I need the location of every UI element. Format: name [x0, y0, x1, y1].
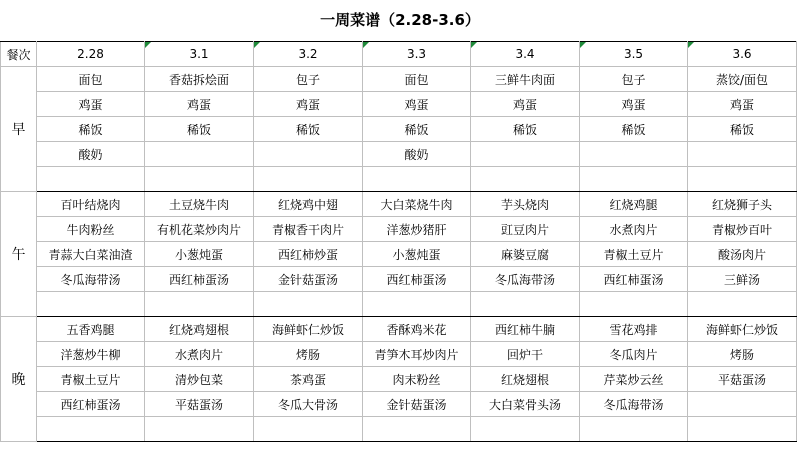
- dish-cell: 冬瓜大骨汤: [254, 392, 363, 417]
- dish-cell: 酸奶: [37, 142, 145, 167]
- dish-cell: 鸡蛋: [254, 92, 363, 117]
- dish-cell: [145, 142, 254, 167]
- dish-cell: 烤肠: [254, 342, 363, 367]
- menu-row: [1, 367, 797, 392]
- dish-cell: 洋葱炒猪肝: [363, 217, 471, 242]
- dish-cell: 青椒土豆片: [580, 242, 688, 267]
- day-header-cell: [471, 42, 580, 67]
- day-header-cell: [254, 42, 363, 67]
- dish-cell: 青椒香干肉片: [254, 217, 363, 242]
- dish-cell: 清炒包菜: [145, 367, 254, 392]
- menu-row: [1, 267, 797, 292]
- menu-row: [1, 417, 797, 442]
- dish-cell: [145, 292, 254, 317]
- day-header-cell: [37, 42, 145, 67]
- dish-cell: 芋头烧肉: [471, 192, 580, 217]
- day-header-label: 3.2: [298, 47, 318, 61]
- dish-cell: [254, 142, 363, 167]
- dish-cell: 鸡蛋: [37, 92, 145, 117]
- dish-cell: [37, 417, 145, 442]
- dish-cell: 包子: [254, 67, 363, 92]
- dish-cell: [145, 417, 254, 442]
- header-row: [1, 42, 797, 67]
- cell-comment-marker-icon: [363, 42, 369, 48]
- meal-label-cell: 午: [1, 192, 37, 317]
- dish-cell: 大白菜骨头汤: [471, 392, 580, 417]
- dish-cell: [363, 167, 471, 192]
- menu-row: [1, 342, 797, 367]
- dish-cell: 鸡蛋: [688, 92, 797, 117]
- dish-cell: [254, 292, 363, 317]
- dish-cell: 百叶结烧肉: [37, 192, 145, 217]
- dish-cell: 红烧狮子头: [688, 192, 797, 217]
- dish-cell: 肉末粉丝: [363, 367, 471, 392]
- dish-cell: 三鲜牛肉面: [471, 67, 580, 92]
- dish-cell: 冬瓜海带汤: [471, 267, 580, 292]
- dish-cell: 五香鸡腿: [37, 317, 145, 342]
- dish-cell: 西红柿蛋汤: [145, 267, 254, 292]
- dish-cell: [688, 392, 797, 417]
- dish-cell: 冬瓜海带汤: [37, 267, 145, 292]
- dish-cell: 海鲜虾仁炒饭: [688, 317, 797, 342]
- dish-cell: 青椒炒百叶: [688, 217, 797, 242]
- dish-cell: 稀饭: [37, 117, 145, 142]
- menu-row: [1, 142, 797, 167]
- dish-cell: 西红柿牛腩: [471, 317, 580, 342]
- day-header-cell: [145, 42, 254, 67]
- dish-cell: 红烧翅根: [471, 367, 580, 392]
- dish-cell: [254, 417, 363, 442]
- dish-cell: [580, 417, 688, 442]
- dish-cell: [254, 167, 363, 192]
- menu-row: [1, 67, 797, 92]
- dish-cell: 水煮肉片: [580, 217, 688, 242]
- day-header-label: 3.3: [406, 47, 427, 61]
- dish-cell: 香酥鸡米花: [363, 317, 471, 342]
- dish-cell: 茶鸡蛋: [254, 367, 363, 392]
- dish-cell: [688, 292, 797, 317]
- dish-cell: 红烧鸡中翅: [254, 192, 363, 217]
- dish-cell: 水煮肉片: [145, 342, 254, 367]
- dish-cell: 稀饭: [580, 117, 688, 142]
- dish-cell: [37, 167, 145, 192]
- day-header-cell: [363, 42, 471, 67]
- menu-row: [1, 242, 797, 267]
- dish-cell: 平菇蛋汤: [145, 392, 254, 417]
- dish-cell: [471, 142, 580, 167]
- dish-cell: 青笋木耳炒肉片: [363, 342, 471, 367]
- dish-cell: 西红柿蛋汤: [37, 392, 145, 417]
- dish-cell: 稀饭: [688, 117, 797, 142]
- dish-cell: 稀饭: [363, 117, 471, 142]
- dish-cell: 大白菜烧牛肉: [363, 192, 471, 217]
- dish-cell: 香菇拆烩面: [145, 67, 254, 92]
- weekly-menu-table: [0, 41, 797, 442]
- dish-cell: 牛肉粉丝: [37, 217, 145, 242]
- dish-cell: 有机花菜炒肉片: [145, 217, 254, 242]
- day-header-label: 2.28: [77, 47, 104, 61]
- dish-cell: 鸡蛋: [580, 92, 688, 117]
- dish-cell: 金针菇蛋汤: [254, 267, 363, 292]
- dish-cell: [363, 292, 471, 317]
- dish-cell: [37, 292, 145, 317]
- dish-cell: 蒸饺/面包: [688, 67, 797, 92]
- dish-cell: 雪花鸡排: [580, 317, 688, 342]
- menu-row: [1, 117, 797, 142]
- dish-cell: 海鲜虾仁炒饭: [254, 317, 363, 342]
- dish-cell: 稀饭: [145, 117, 254, 142]
- dish-cell: [688, 142, 797, 167]
- cell-comment-marker-icon: [471, 42, 477, 48]
- day-header-label: 3.6: [732, 47, 752, 61]
- dish-cell: [688, 167, 797, 192]
- dish-cell: 平菇蛋汤: [688, 367, 797, 392]
- dish-cell: 稀饭: [254, 117, 363, 142]
- dish-cell: 芹菜炒云丝: [580, 367, 688, 392]
- dish-cell: 鸡蛋: [145, 92, 254, 117]
- day-header-label: 3.1: [189, 47, 209, 61]
- dish-cell: [471, 292, 580, 317]
- dish-cell: 小葱炖蛋: [363, 242, 471, 267]
- dish-cell: [580, 292, 688, 317]
- dish-cell: [688, 417, 797, 442]
- meal-label-cell: 晚: [1, 317, 37, 442]
- day-header-cell: [688, 42, 797, 67]
- cell-comment-marker-icon: [688, 42, 694, 48]
- dish-cell: 冬瓜肉片: [580, 342, 688, 367]
- day-header-cell: [580, 42, 688, 67]
- dish-cell: 回炉干: [471, 342, 580, 367]
- dish-cell: [580, 142, 688, 167]
- dish-cell: 冬瓜海带汤: [580, 392, 688, 417]
- dish-cell: 面包: [363, 67, 471, 92]
- dish-cell: 包子: [580, 67, 688, 92]
- dish-cell: [471, 167, 580, 192]
- dish-cell: 西红柿炒蛋: [254, 242, 363, 267]
- dish-cell: 豇豆肉片: [471, 217, 580, 242]
- dish-cell: 三鲜汤: [688, 267, 797, 292]
- dish-cell: 土豆烧牛肉: [145, 192, 254, 217]
- menu-row: [1, 292, 797, 317]
- menu-row: [1, 167, 797, 192]
- dish-cell: [580, 167, 688, 192]
- menu-row: [1, 392, 797, 417]
- dish-cell: 面包: [37, 67, 145, 92]
- menu-row: [1, 192, 797, 217]
- dish-cell: 小葱炖蛋: [145, 242, 254, 267]
- dish-cell: 稀饭: [471, 117, 580, 142]
- menu-row: [1, 92, 797, 117]
- dish-cell: 鸡蛋: [471, 92, 580, 117]
- dish-cell: [363, 417, 471, 442]
- menu-row: [1, 317, 797, 342]
- dish-cell: 西红柿蛋汤: [363, 267, 471, 292]
- dish-cell: 青椒土豆片: [37, 367, 145, 392]
- dish-cell: 酸奶: [363, 142, 471, 167]
- cell-comment-marker-icon: [145, 42, 151, 48]
- day-header-label: 3.4: [515, 47, 535, 61]
- dish-cell: [145, 167, 254, 192]
- corner-cell: 餐次: [1, 42, 37, 67]
- dish-cell: 青蒜大白菜油渣: [37, 242, 145, 267]
- dish-cell: [471, 417, 580, 442]
- menu-row: [1, 217, 797, 242]
- dish-cell: 酸汤肉片: [688, 242, 797, 267]
- dish-cell: 红烧鸡腿: [580, 192, 688, 217]
- meal-label-cell: 早: [1, 67, 37, 192]
- dish-cell: 西红柿蛋汤: [580, 267, 688, 292]
- dish-cell: 洋葱炒牛柳: [37, 342, 145, 367]
- dish-cell: 金针菇蛋汤: [363, 392, 471, 417]
- dish-cell: 鸡蛋: [363, 92, 471, 117]
- cell-comment-marker-icon: [254, 42, 260, 48]
- day-header-label: 3.5: [623, 47, 644, 61]
- cell-comment-marker-icon: [580, 42, 586, 48]
- dish-cell: 麻婆豆腐: [471, 242, 580, 267]
- menu-title: 一周菜谱（2.28-3.6）: [320, 11, 480, 29]
- dish-cell: 烤肠: [688, 342, 797, 367]
- dish-cell: 红烧鸡翅根: [145, 317, 254, 342]
